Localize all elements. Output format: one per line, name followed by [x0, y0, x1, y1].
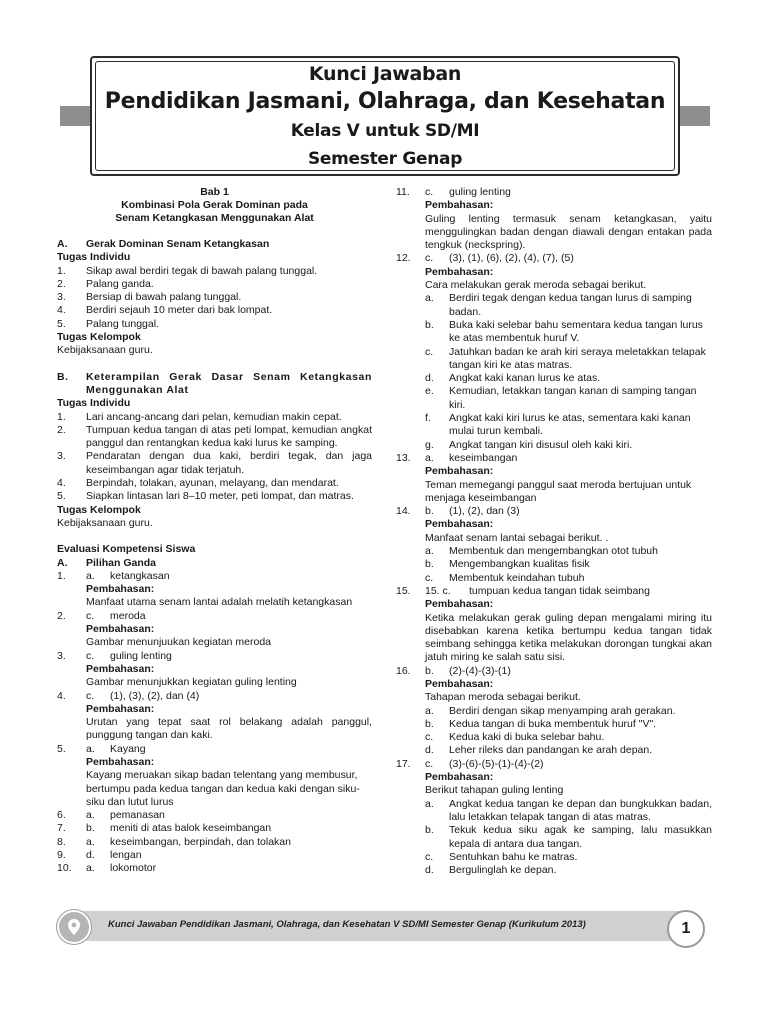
chapter-subtitle-1: Kombinasi Pola Gerak Dominan pada [121, 199, 308, 211]
list-item: 1. Lari ancang-ancang dari pelan, kemudian makin cepat. [57, 410, 342, 423]
answer-item: 1. a. ketangkasan Pembahasan: Manfaat utama senam lantai adalah melatih ketangkasan [57, 570, 372, 610]
sub-item: b. Tekuk kedua siku agak ke samping, lalu masukkan kepala di antara dua tangan. [425, 824, 712, 850]
chapter-title: Bab 1 [200, 186, 229, 198]
pembahasan-label: Pembahasan: [86, 662, 155, 675]
list-item: 3. Bersiap di bawah palang tunggal. [57, 291, 242, 304]
answer-item: 14. b. (1), (2), dan (3) Pembahasan: Manfaat senam lantai sebagai berikut. . a. Membentuk dan mengembangkan otot tubuh b. Mengembangkan kualitas fisik c. Membentuk keindahan tubuh [396, 505, 712, 585]
pembahasan-text: Teman memegangi panggul saat meroda bertujuan untuk menjaga keseimbangan [425, 478, 692, 504]
sub-item: d. Bergulinglah ke depan. [425, 864, 557, 877]
pembahasan-text: Urutan yang tepat saat rol belakang adalah panggul, punggung tangan dan kaki. [86, 716, 372, 742]
answer-item: 10. a. lokomotor [57, 862, 157, 875]
tugas-kelompok-label: Tugas Kelompok [57, 503, 141, 516]
pembahasan-text: Tahapan meroda sebagai berikut. [425, 691, 581, 704]
pembahasan-text: Guling lenting termasuk senam ketangkasan, yaitu menggulingkan badan dengan diawali dengan entakan pada tengkuk (neckspring). [425, 212, 712, 252]
pembahasan-label: Pembahasan: [86, 702, 155, 715]
evaluasi-heading: Evaluasi Kompetensi Siswa [57, 543, 196, 556]
answer-item: 2. c. meroda Pembahasan: Gambar menunjuukan kegiatan meroda [57, 610, 372, 650]
sub-item: c. Kedua kaki di buka selebar bahu. [425, 731, 605, 744]
title-line-3: Kelas V untuk SD/MI [290, 121, 480, 141]
answer-item: 11. c. guling lenting Pembahasan: Guling lenting termasuk senam ketangkasan, yaitu menggulingkan badan dengan diawali dengan entakan pada tengkuk (neckspring). [396, 186, 712, 252]
title-line-2: Pendidikan Jasmani, Olahraga, dan Kesehatan [104, 89, 666, 114]
sub-item: c. Sentuhkan bahu ke matras. [425, 850, 578, 863]
pembahasan-label: Pembahasan: [425, 677, 494, 690]
location-pin-icon [57, 910, 91, 944]
sub-item: b. Kedua tangan di buka membentuk huruf "V". [425, 717, 657, 730]
pembahasan-text: Ketika melakukan gerak guling depan mengalami miring itu disebabkan karena ketika bertumpu kedua tangan tidak seimbang sehingga ketika melakukan dorongan tungkai akan jatuh miring ke salah satu sisi. [425, 611, 712, 664]
pembahasan-label: Pembahasan: [86, 623, 155, 636]
title-box [90, 56, 680, 176]
pembahasan-text: Gambar menunjuukan kegiatan meroda [86, 636, 272, 649]
answer-item: 17. c. (3)-(6)-(5)-(1)-(4)-(2) Pembahasan: Berikut tahapan guling lenting a. Angkat kedua tangan ke depan dan bungkukkan badan, lalu letakkan telapak tangan di atas matras. b. Tekuk kedua siku agak ke samping, lalu masukkan kepala di antara dua tangan. c. Sentuhkan bahu ke matras. d. Bergulinglah ke depan. [396, 757, 712, 877]
sub-item: a. Berdiri tegak dengan kedua tangan lurus di samping badan. [425, 292, 692, 318]
sub-item: b. Buka kaki selebar bahu sementara kedua tangan lurus ke atas membentuk huruf V. [425, 318, 703, 345]
list-item: 3. Pendaratan dengan dua kaki, berdiri tegak, dan jaga keseimbangan agar tidak terjatuh. [57, 450, 372, 476]
tugas-individu-label: Tugas Individu [57, 397, 131, 410]
section-b-heading: B. Keterampilan Gerak Dasar Senam Ketangkasan Menggunakan Alat [57, 370, 372, 396]
sub-item: d. Angkat kaki kanan lurus ke atas. [425, 372, 601, 385]
answer-item: 4. c. (1), (3), (2), dan (4) Pembahasan: Urutan yang tepat saat rol belakang adalah panggul, punggung tangan dan kaki. [57, 689, 372, 742]
section-a-heading: A. Gerak Dominan Senam Ketangkasan [57, 238, 270, 250]
header-bar-right [676, 106, 710, 126]
list-item: 4. Berpindah, tolakan, ayunan, melayang, dan mendarat. [57, 477, 339, 490]
pembahasan-label: Pembahasan: [425, 265, 494, 278]
list-item: 2. Tumpuan kedua tangan di atas peti lompat, kemudian angkat panggul dan rentangkan kedua kaki lurus ke samping. [57, 423, 372, 450]
answer-item: 3. c. guling lenting Pembahasan: Gambar menunjukkan kegiatan guling lenting [57, 650, 372, 690]
kebijaksanaan-text: Kebijaksanaan guru. [57, 344, 153, 357]
right-column [396, 186, 712, 877]
list-item: 1. Sikap awal berdiri tegak di bawah palang tunggal. [57, 264, 318, 277]
sub-item: d. Leher rileks dan pandangan ke arah depan. [425, 744, 653, 757]
answer-item: 5. a. Kayang Pembahasan: Kayang meruakan sikap badan telentang yang membusur, bertumpu pada kedua tangan dan kedua kaki dengan siku-siku dan lutut lurus [57, 743, 372, 809]
pembahasan-label: Pembahasan: [425, 465, 494, 478]
pembahasan-label: Pembahasan: [86, 755, 155, 768]
title-line-4: Semester Genap [307, 149, 463, 169]
sub-item: a. Angkat kedua tangan ke depan dan bungkukkan badan, lalu letakkan telapak tangan di atas matras. [425, 797, 712, 823]
sub-item: f. Angkat kaki kiri lurus ke atas, sementara kaki kanan mulai turun kembali. [425, 412, 691, 438]
section-a-list [57, 265, 372, 331]
pembahasan-text: Gambar menunjukkan kegiatan guling lenting [86, 676, 297, 689]
sub-item: c. Membentuk keindahan tubuh [425, 571, 585, 584]
pembahasan-text: Cara melakukan gerak meroda sebagai berikut. [425, 279, 647, 292]
list-item: 5. Palang tunggal. [57, 317, 159, 330]
chapter-subtitle-2: Senam Ketangkasan Menggunakan Alat [115, 212, 314, 224]
pembahasan-label: Pembahasan: [425, 598, 494, 611]
left-column [57, 186, 372, 876]
list-item: 4. Berdiri sejauh 10 meter dari bak lompat. [57, 304, 273, 317]
answer-item: 6. a. pemanasan [57, 809, 165, 822]
answer-item: 9. d. lengan [57, 849, 142, 862]
sub-item: c. Jatuhkan badan ke arah kiri seraya meletakkan telapak tangan kiri ke atas matras. [425, 345, 706, 371]
header-bar-left [60, 106, 94, 126]
answer-item: 12. c. (3), (1), (6), (2), (4), (7), (5) Pembahasan: Cara melakukan gerak meroda sebagai berikut. a. Berdiri tegak dengan kedua tangan lurus di samping badan. b. Buka kaki selebar bahu sementara kedua tangan lurus ke atas membentuk huruf V. c. Jatuhkan badan ke arah kiri seraya meletakkan telapak tangan kiri ke atas matras. d. Angkat kaki kanan lurus ke atas. e. Kemudian, letakkan tangan kanan di samping tangan kiri. f. Angkat kaki kiri lurus ke atas, sementara kaki kanan mulai turun kembali. g. Angkat tangan kiri disusul oleh kaki kiri. [396, 252, 712, 451]
pembahasan-label: Pembahasan: [425, 518, 494, 531]
pembahasan-text: Berikut tahapan guling lenting [425, 784, 564, 797]
title-line-1: Kunci Jawaban [308, 63, 462, 85]
answer-item: 7. b. meniti di atas balok keseimbangan [57, 822, 272, 835]
sub-item: e. Kemudian, letakkan tangan kanan di samping tangan kiri. [425, 385, 697, 411]
pembahasan-label: Pembahasan: [86, 583, 155, 596]
sub-item: g. Angkat tangan kiri disusul oleh kaki kiri. [425, 438, 633, 451]
sub-item: b. Mengembangkan kualitas fisik [425, 558, 590, 571]
pembahasan-text: Manfaat senam lantai sebagai berikut. . [425, 531, 609, 544]
sub-item: a. Membentuk dan mengembangkan otot tubuh [425, 545, 658, 558]
pembahasan-text: Manfaat utama senam lantai adalah melatih ketangkasan [86, 596, 353, 609]
list-item: 5. Siapkan lintasan lari 8–10 meter, peti lompat, dan matras. [57, 490, 354, 503]
kebijaksanaan-text: Kebijaksanaan guru. [57, 516, 153, 529]
answer-item: 13. a. keseimbangan Pembahasan: Teman memegangi panggul saat meroda bertujuan untuk menjaga keseimbangan [396, 452, 712, 505]
pembahasan-text: Kayang meruakan sikap badan telentang yang membusur, bertumpu pada kedua tangan dan kedua kaki dengan siku-siku dan lutut lurus [86, 769, 360, 808]
tugas-individu-label: Tugas Individu [57, 251, 131, 264]
pilihan-ganda-heading: A. Pilihan Ganda [57, 556, 157, 569]
tugas-kelompok-label: Tugas Kelompok [57, 331, 141, 344]
answer-item: 8. a. keseimbangan, berpindah, dan tolakan [57, 835, 291, 848]
section-b-list [57, 411, 372, 504]
sub-item: a. Berdiri dengan sikap menyamping arah gerakan. [425, 704, 676, 717]
answer-item: 15. 15. c. tumpuan kedua tangan tidak seimbang Pembahasan: Ketika melakukan gerak guling depan mengalami miring itu disebabkan karena ketika bertumpu kedua tangan tidak seimbang sehingga ketika melakukan dorongan tungkai akan jatuh miring ke salah satu sisi. [396, 584, 712, 664]
page-number: 1 [667, 910, 705, 948]
answer-item: 16. b. (2)-(4)-(3)-(1) Pembahasan: Tahapan meroda sebagai berikut. a. Berdiri dengan sikap menyamping arah gerakan. b. Kedua tangan di buka membentuk huruf "V". c. Kedua kaki di buka selebar bahu. d. Leher rileks dan pandangan ke arah depan. [396, 665, 712, 758]
pembahasan-label: Pembahasan: [425, 771, 494, 784]
pembahasan-label: Pembahasan: [425, 199, 494, 212]
list-item: 2. Palang ganda. [57, 277, 154, 290]
footer-text: Kunci Jawaban Pendidikan Jasmani, Olahraga, dan Kesehatan V SD/MI Semester Genap (Kurikulum 2013) [108, 919, 586, 930]
